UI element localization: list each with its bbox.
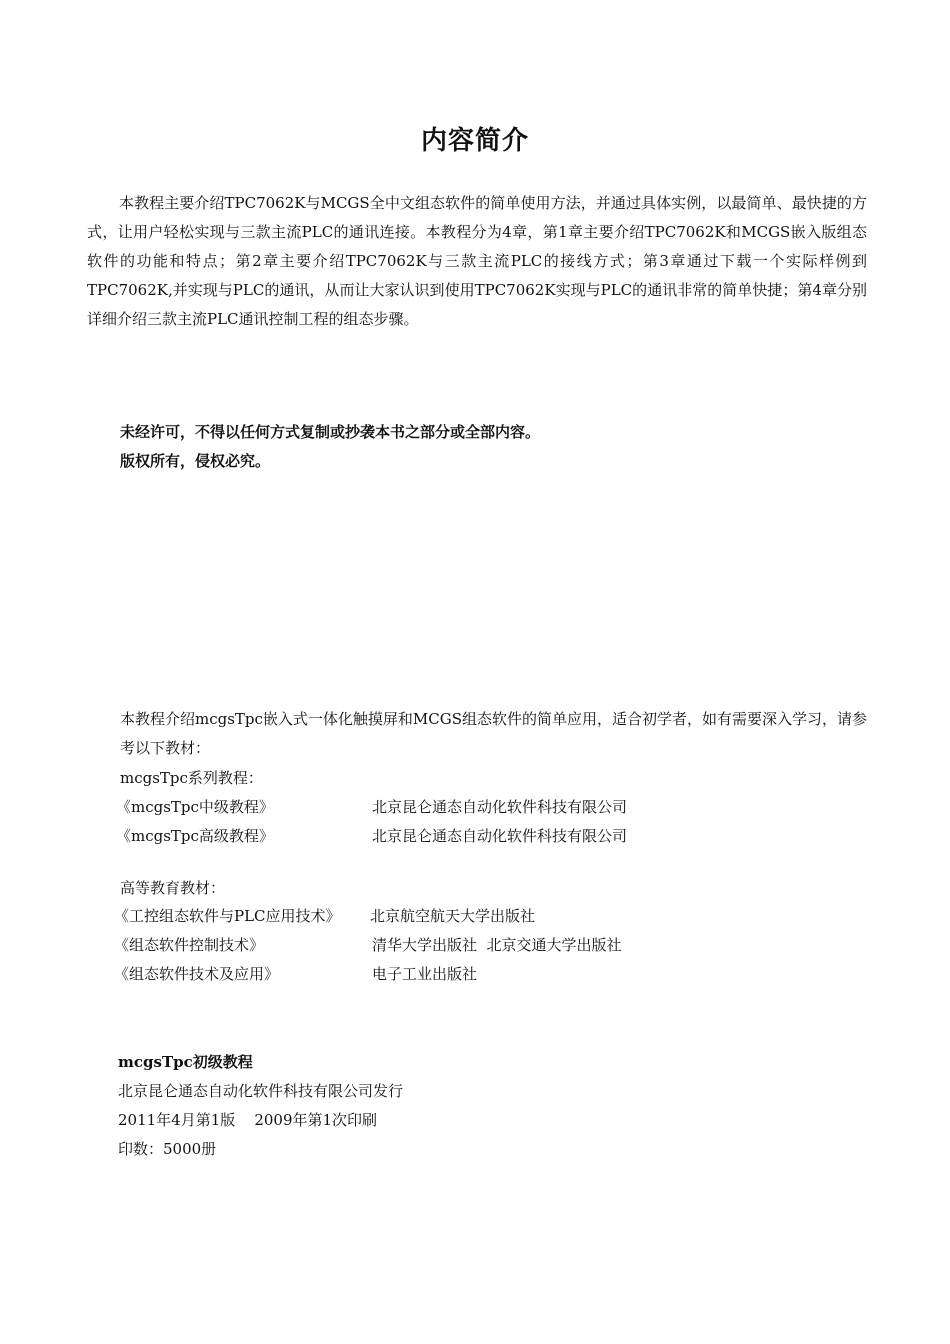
series-heading: mcgsTpc系列教程： <box>120 769 263 787</box>
higher-edu-publisher: 电子工业出版社 <box>372 965 478 983</box>
series-book: 《mcgsTpc中级教程》 <box>116 798 274 816</box>
copyright-line-1: 未经许可，不得以任何方式复制或抄袭本书之部分或全部内容。 <box>120 423 541 441</box>
higher-edu-publisher: 北京航空航天大学出版社 <box>370 907 536 925</box>
page-title: 内容简介 <box>420 126 529 156</box>
series-publisher: 北京昆仑通态自动化软件科技有限公司 <box>372 798 628 816</box>
copyright-line-2: 版权所有，侵权必究。 <box>120 452 271 470</box>
references-intro: 本教程介绍mcgsTpc嵌入式一体化触摸屏和MCGS组态软件的简单应用，适合初学者，如有需要深入学习，请参考以下教材： <box>120 710 868 757</box>
intro-paragraph: 本教程主要介绍TPC7062K与MCGS全中文组态软件的简单使用方法，并通过具体实例，以最简单、最快捷的方式，让用户轻松实现与三款主流PLC的通讯连接。本教程分为4章，第1章主要介绍TPC7062K和MCGS嵌入版组态软件的功能和特点；第2章主要介绍TPC7062K与三款主流PLC的接线方式；第3章通过下载一个实际样例到TPC7062K,并实现与PLC的通讯，从而让大家认识到使用TPC7062K实现与PLC的通讯非常的简单快捷；第4章分别详细介绍三款主流PLC通讯控制工程的组态步骤。 <box>87 194 867 328</box>
publication-edition: 2011年4月第1版 2009年第1次印刷 <box>118 1111 378 1129</box>
series-book: 《mcgsTpc高级教程》 <box>116 827 274 845</box>
higher-edu-publisher: 清华大学出版社 北京交通大学出版社 <box>372 936 622 954</box>
higher-edu-book: 《组态软件技术及应用》 <box>114 965 280 983</box>
higher-edu-heading: 高等教育教材： <box>120 879 226 897</box>
publication-title: mcgsTpc初级教程 <box>118 1053 253 1071</box>
publication-issuer: 北京昆仑通态自动化软件科技有限公司发行 <box>118 1082 404 1100</box>
higher-edu-book: 《组态软件控制技术》 <box>114 936 265 954</box>
series-publisher: 北京昆仑通态自动化软件科技有限公司 <box>372 827 628 845</box>
higher-edu-book: 《工控组态软件与PLC应用技术》 <box>114 907 341 925</box>
copyright-notice <box>120 418 860 476</box>
publication-print-count: 印数：5000册 <box>118 1140 217 1158</box>
